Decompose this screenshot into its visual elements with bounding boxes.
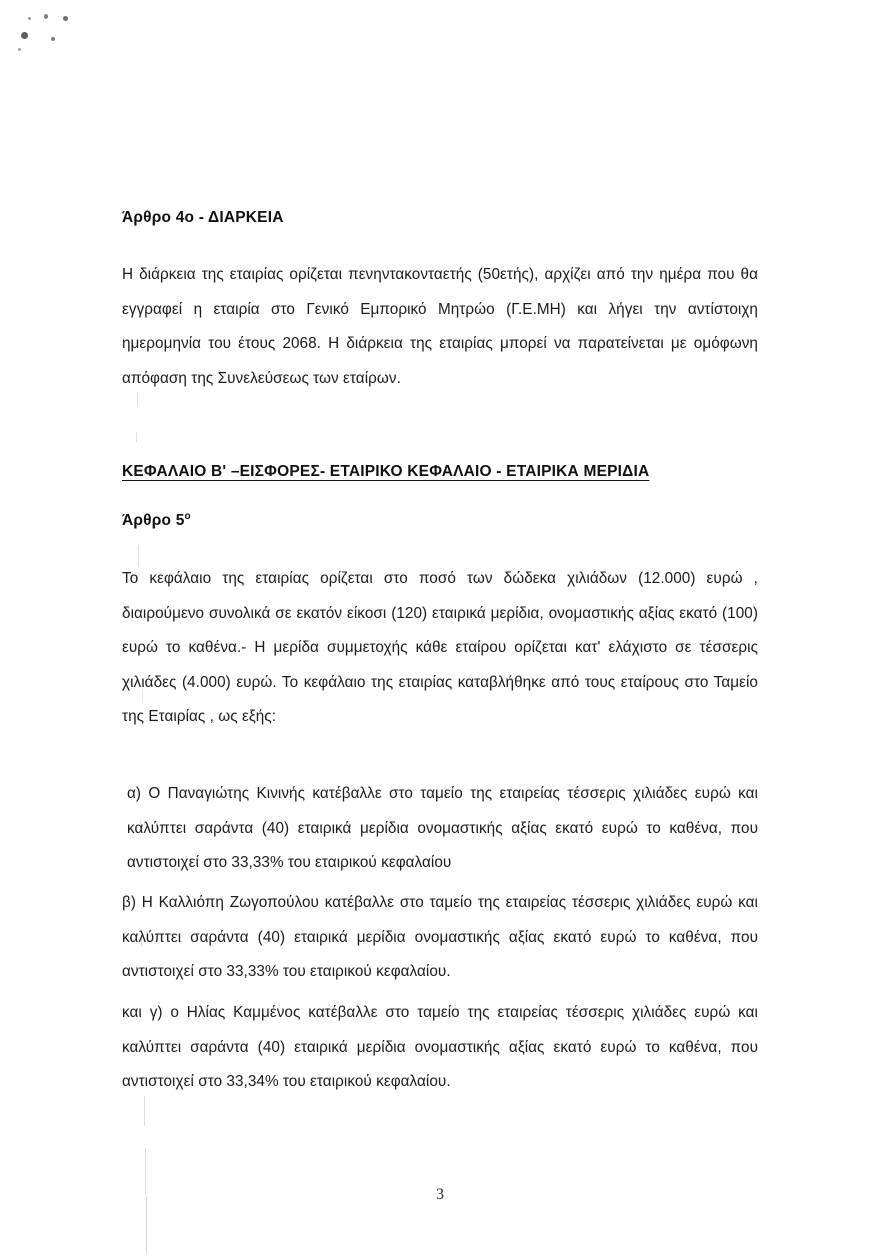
scan-crease-artifact <box>146 1196 147 1254</box>
partner-paragraph-b: β) Η Καλλιόπη Ζωγοπούλου κατέβαλλε στο ταμείο της εταιρείας τέσσερις χιλιάδες ευρώ και καλύπτει σαράντα (40) εταιρικά μερίδια ονομαστικής αξίας εκατό ευρώ το καθένα, που αντιστοιχεί στο 33,33% του εταιρικού κεφαλαίου. <box>122 894 758 980</box>
partner-paragraph-block-c <box>122 996 758 1100</box>
capital-paragraph-block <box>122 562 758 735</box>
partner-paragraph-c: και γ) ο Ηλίας Καμμένος κατέβαλλε στο ταμείο της εταιρείας τέσσερις χιλιάδες ευρώ και καλύπτει σαράντα (40) εταιρικά μερίδια ονομαστικής αξίας εκατό ευρώ το καθένα, που αντιστοιχεί στο 33,34% του εταιρικού κεφαλαίου. <box>122 1004 758 1090</box>
chapter-b-heading-block <box>122 463 758 481</box>
article-4-paragraph-block <box>122 258 758 396</box>
article-4-heading-block <box>122 209 758 227</box>
article-5-heading-superscript: ο <box>184 511 191 522</box>
article-5-heading-block <box>122 511 758 530</box>
scan-speckle-artifact <box>44 14 48 19</box>
article-5-heading-text: Άρθρο 5 <box>122 512 185 530</box>
partner-paragraph-a: α) Ο Παναγιώτης Κινινής κατέβαλλε στο ταμείο της εταιρείας τέσσερις χιλιάδες ευρώ και καλύπτει σαράντα (40) εταιρικά μερίδια ονομαστικής αξίας εκατό ευρώ το καθένα, που αντιστοιχεί στο 33,33% του εταιρικού κεφαλαίου <box>127 785 758 871</box>
scan-speckle-artifact <box>21 32 28 39</box>
chapter-b-heading: ΚΕΦΑΛΑΙΟ Β' –ΕΙΣΦΟΡΕΣ- ΕΤΑΙΡΙΚΟ ΚΕΦΑΛΑΙΟ - ΕΤΑΙΡΙΚΑ ΜΕΡΙΔΙΑ <box>122 463 650 480</box>
scan-crease-artifact <box>144 1096 145 1126</box>
scan-speckle-artifact <box>63 16 68 21</box>
article-5-heading <box>122 511 758 530</box>
article-4-heading: Άρθρο 4ο - ΔΙΑΡΚΕΙΑ <box>122 209 284 226</box>
partner-paragraph-block-b <box>122 886 758 990</box>
scan-speckle-artifact <box>18 48 21 51</box>
scan-speckle-artifact <box>51 37 55 41</box>
article-4-paragraph: Η διάρκεια της εταιρίας ορίζεται πενηντακονταετής (50ετής), αρχίζει από την ημέρα που θα εγγραφεί η εταιρία στο Γενικό Εμπορικό Μητρώο (Γ.Ε.ΜΗ) και λήγει την αντίστοιχη ημερομηνία του έτους 2068. Η διάρκεια της εταιρίας μπορεί να παρατείνεται με ομόφωνη απόφαση της Συνελεύσεως των εταίρων. <box>122 266 758 387</box>
partner-paragraph-block-a <box>127 777 758 881</box>
scan-speckle-artifact <box>28 17 31 20</box>
capital-paragraph: Το κεφάλαιο της εταιρίας ορίζεται στο ποσό των δώδεκα χιλιάδων (12.000) ευρώ , διαιρούμενο συνολικά σε εκατόν είκοσι (120) εταιρικά μερίδια, ονομαστικής αξίας εκατό (100) ευρώ το καθένα.- Η μερίδα συμμετοχής κάθε εταίρου ορίζεται κατ' ελάχιστο σε τέσσερις χιλιάδες (4.000) ευρώ. Το κεφάλαιο της εταιρίας καταβλήθηκε από τους εταίρους στο Ταμείο της Εταιρίας , ως εξής: <box>122 570 758 725</box>
scan-crease-artifact <box>136 432 137 442</box>
page-number: 3 <box>436 1186 444 1203</box>
